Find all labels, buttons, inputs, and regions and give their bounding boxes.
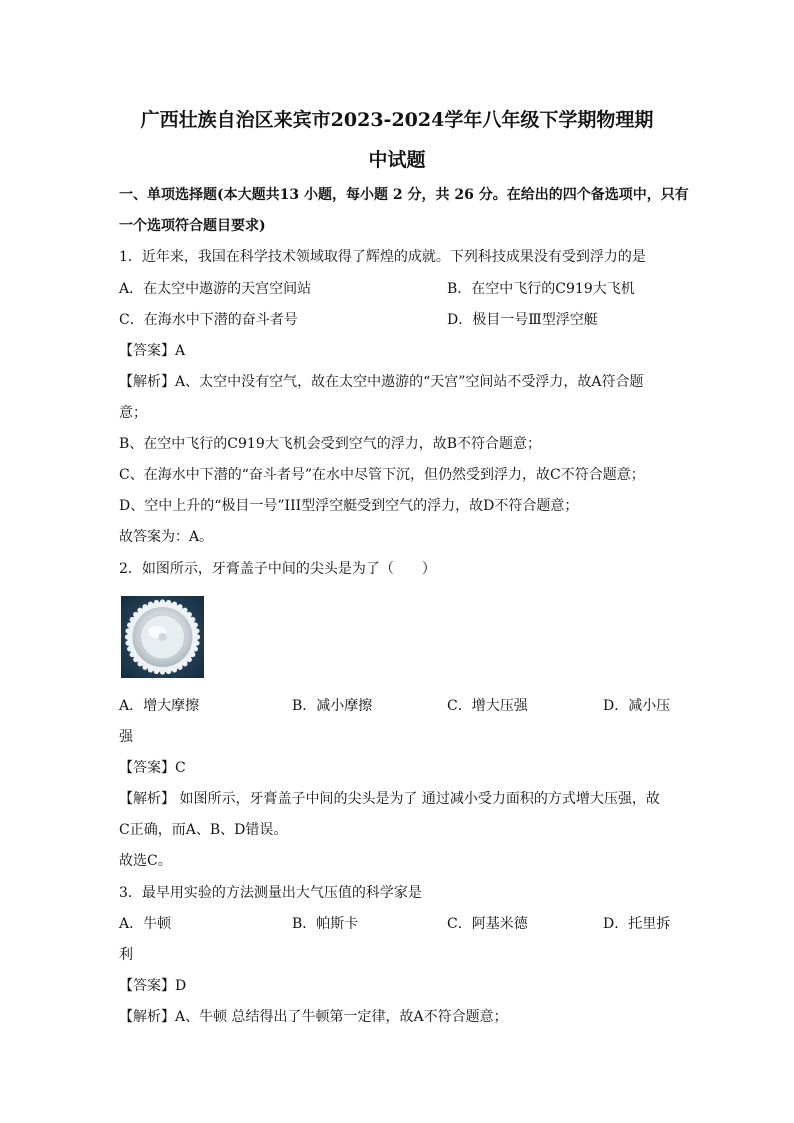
question-3-answer: 【答案】D [119,978,187,994]
section-heading-line-1: 一、单项选择题(本大题共13 小题，每小题 2 分，共 26 分。在给出的四个备选项中，只有 [119,187,689,203]
question-1-stem: 1．近年来，我国在科学技术领域取得了辉煌的成就。下列科技成果没有受到浮力的是 [119,249,646,265]
question-2-option-d: D．减小压 [603,698,671,714]
question-1-analysis-d: D、空中上升的“极目一号”III型浮空艇受到空气的浮力，故D不符合题意； [119,498,579,514]
question-2-conclusion: 故选C。 [119,853,172,869]
page-title-line-1: 广西壮族自治区来宾市2023-2024学年八年级下学期物理期 [140,109,654,131]
question-3-option-d-wrap: 利 [119,947,133,963]
question-2-stem: 2．如图所示，牙膏盖子中间的尖头是为了（ ） [119,561,436,577]
question-1-analysis-c: C、在海水中下潜的“奋斗者号”在水中尽管下沉，但仍然受到浮力，故C不符合题意； [119,467,645,483]
question-1-option-c: C．在海水中下潜的奋斗者号 [119,312,298,328]
question-1-analysis-line-1: 【解析】A、太空中没有空气，故在太空中遨游的“天宫”空间站不受浮力，故A符合题 [119,374,644,390]
question-2-option-c: C．增大压强 [447,698,528,714]
question-2-analysis-line-1: 【解析】 如图所示，牙膏盖子中间的尖头是为了 通过减小受力面积的方式增大压强，故 [119,791,660,807]
question-1-analysis-line-2: 意； [119,405,147,421]
toothpaste-cap-image [121,596,204,678]
question-1-option-b: B．在空中飞行的C919大飞机 [447,281,635,297]
question-1-analysis-b: B、在空中飞行的C919大飞机会受到空气的浮力，故B不符合题意； [119,436,542,452]
question-2-option-a: A．增大摩擦 [119,698,200,714]
question-3-analysis-line-1: 【解析】A、牛顿 总结得出了牛顿第一定律，故A不符合题意； [119,1009,508,1025]
page-title-line-2: 中试题 [368,149,426,171]
question-3-option-c: C．阿基米德 [447,916,528,932]
question-1-answer: 【答案】A [119,343,186,359]
question-2-option-d-wrap: 强 [119,729,133,745]
section-heading-line-2: 一个选项符合题目要求) [119,218,266,234]
question-2-answer: 【答案】C [119,760,186,776]
question-2-analysis-line-2: C正确，而A、B、D错误。 [119,822,288,838]
question-3-option-a: A．牛顿 [119,916,172,932]
question-1-conclusion: 故答案为：A。 [119,529,214,545]
toothpaste-cap-icon [121,596,204,678]
question-3-stem: 3．最早用实验的方法测量出大气压值的科学家是 [119,885,422,901]
question-1-option-d: D．极目一号Ⅲ型浮空艇 [447,312,598,328]
question-3-option-b: B．帕斯卡 [292,916,359,932]
question-2-option-b: B．减小摩擦 [292,698,373,714]
question-3-option-d: D．托里拆 [603,916,671,932]
question-1-option-a: A．在太空中遨游的天宫空间站 [119,281,312,297]
